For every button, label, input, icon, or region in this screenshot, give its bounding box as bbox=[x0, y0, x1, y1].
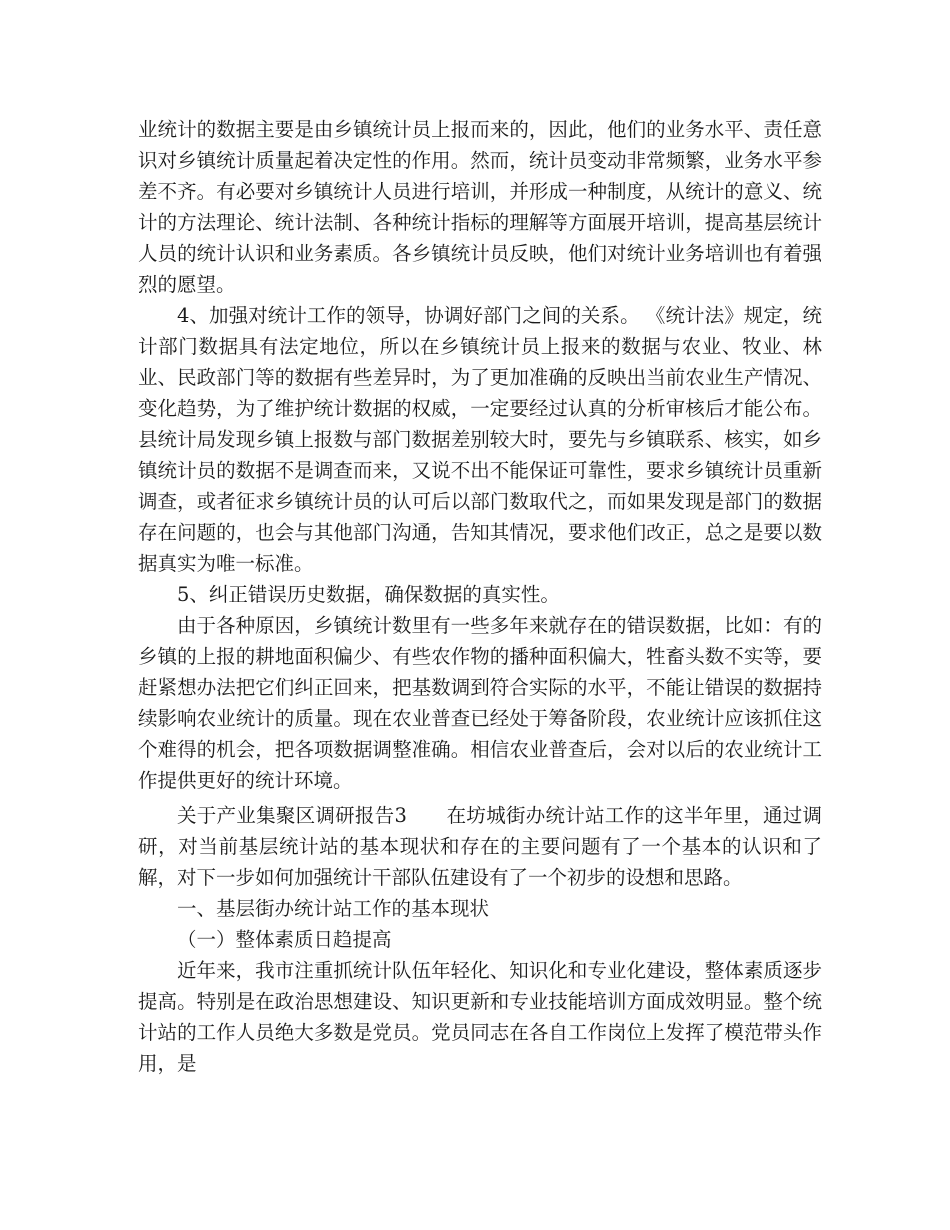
paragraph-leadership: 4、加强对统计工作的领导，协调好部门之间的关系。 《统计法》规定，统计部门数据具有法定地位，所以在乡镇统计员上报来的数据与农业、牧业、林业、民政部门等的数据有些差异时，为了更加准确的反映出当前农业生产情况、变化趋势，为了维护统计数据的权威，一定要经过认真的分析审核后才能公布。县统计局发现乡镇上报数与部门数据差别较大时，要先与乡镇联系、核实，如乡镇统计员的数据不是调查而来，又说不出不能保证可靠性，要求乡镇统计员重新调查，或者征求乡镇统计员的认可后以部门数取代之，而如果发现是部门的数据存在问题的，也会与其他部门沟通，告知其情况，要求他们改正，总之是要以数据真实为唯一标准。 bbox=[138, 304, 822, 575]
paragraph-heading-correct-data: 5、纠正错误历史数据，确保数据的真实性。 bbox=[177, 583, 560, 606]
paragraph-historical-data: 由于各种原因，乡镇统计数里有一些多年来就存在的错误数据，比如：有的乡镇的上报的耕地面积偏少、有些农作物的播种面积偏大，牲畜头数不实等，要赶紧想办法把它们纠正回来，把基数调到符合实际的水平，不能让错误的数据持续影响农业统计的质量。现在农业普查已经处于筹备阶段，农业统计应该抓住这个难得的机会，把各项数据调整准确。相信农业普查后，会对以后的农业统计工作提供更好的统计环境。 bbox=[138, 614, 822, 792]
paragraph-quality: 近年来，我市注重抓统计队伍年轻化、知识化和专业化建设，整体素质逐步提高。特别是在政治思想建设、知识更新和专业技能培训方面成效明显。整个统计站的工作人员绝大多数是党员。党员同志在各自工作岗位上发挥了模范带头作用，是 bbox=[138, 959, 822, 1075]
paragraph-report-intro: 关于产业集聚区调研报告3 在坊城街办统计站工作的这半年里，通过调研，对当前基层统计站的基本现状和存在的主要问题有了一个基本的认识和了解，对下一步如何加强统计干部队伍建设有了一个初步的设想和思路。 bbox=[138, 804, 822, 889]
subsection-heading-quality: （一）整体素质日趋提高 bbox=[177, 928, 392, 951]
section-heading-status: 一、基层街办统计站工作的基本现状 bbox=[177, 897, 490, 920]
document-body bbox=[138, 114, 822, 1079]
paragraph-training: 业统计的数据主要是由乡镇统计员上报而来的，因此，他们的业务水平、责任意识对乡镇统计质量起着决定性的作用。然而，统计员变动非常频繁，业务水平参差不齐。有必要对乡镇统计人员进行培训，并形成一种制度，从统计的意义、统计的方法理论、统计法制、各种统计指标的理解等方面展开培训，提高基层统计人员的统计认识和业务素质。各乡镇统计员反映，他们对统计业务培训也有着强烈的愿望。 bbox=[138, 118, 822, 296]
